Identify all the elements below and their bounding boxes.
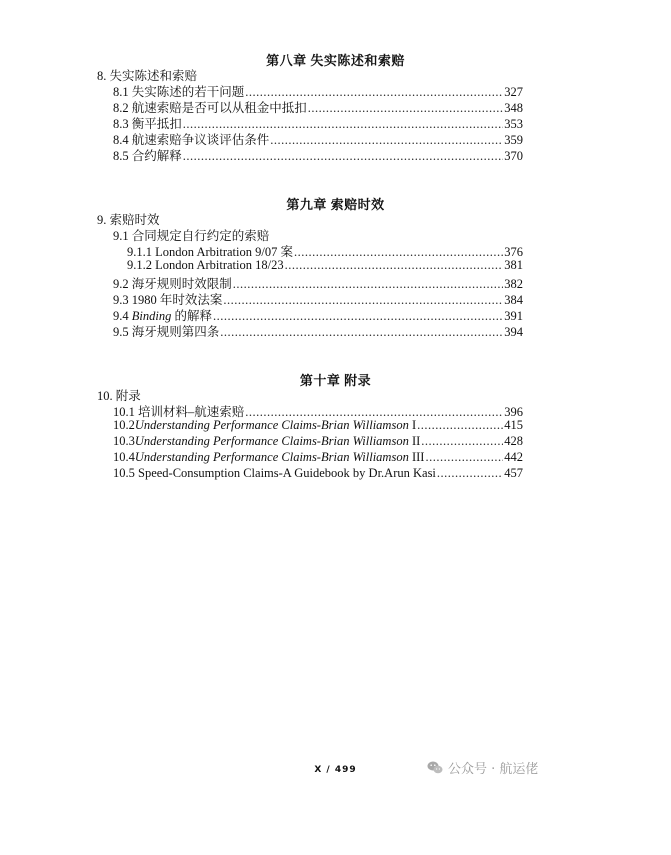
toc-entry-10-2[interactable] — [113, 418, 523, 433]
toc-entry-label — [113, 450, 424, 465]
toc-entry-label: 8.5 合约解释 — [113, 149, 182, 163]
chapter-10-heading: 10. 附录 — [97, 389, 141, 403]
leader-dots — [417, 418, 503, 433]
toc-page-number: 442 — [504, 450, 523, 464]
toc-entry-label: 10.5 Speed-Consumption Claims-A Guidebook by Dr.Arun Kasi — [113, 466, 436, 480]
toc-entry-suffix: II — [408, 434, 421, 448]
toc-entry-9-1-2[interactable] — [127, 258, 523, 273]
toc-entry-label: 8.1 失实陈述的若干问题 — [113, 85, 245, 99]
toc-entry-8-5[interactable] — [113, 146, 523, 164]
toc-entry-label: 9.2 海牙规则时效限制 — [113, 277, 232, 291]
toc-entry-number: 10.4 — [113, 450, 135, 464]
leader-dots — [220, 325, 503, 340]
chapter-8-heading: 8. 失实陈述和索赔 — [97, 69, 198, 83]
toc-page-number: 359 — [504, 133, 523, 147]
toc-page-number: 457 — [504, 466, 523, 480]
chapter-10-title: 第十章 附录 — [299, 373, 372, 388]
toc-entry-label: 9.1.2 London Arbitration 18/23 — [127, 258, 284, 272]
toc-entry-italic-title: Understanding Performance Claims-Brian Williamson — [134, 434, 409, 448]
toc-entry-label: 9.3 1980 年时效法案 — [113, 293, 223, 307]
toc-entry-label: 9.1 合同规定自行约定的索赔 — [113, 229, 270, 243]
toc-entry-label: 8.4 航速索赔争议谈评估条件 — [113, 133, 270, 147]
toc-page-number: 384 — [504, 293, 523, 307]
toc-entry-10-3[interactable] — [113, 434, 523, 449]
watermark — [427, 758, 538, 777]
toc-entry-italic-term: Binding — [131, 309, 172, 323]
toc-page-number: 382 — [504, 277, 523, 291]
toc-entry-label — [113, 418, 416, 433]
toc-entry-suffix: 的解释 — [171, 309, 212, 323]
toc-page-number: 376 — [504, 245, 523, 259]
toc-page-number: 396 — [504, 405, 523, 419]
leader-dots — [437, 466, 503, 481]
wechat-icon — [427, 761, 443, 774]
leader-dots — [183, 149, 503, 164]
toc-entry-number: 9.4 — [113, 309, 132, 323]
toc-entry-label: 8.3 衡平抵扣 — [113, 117, 182, 131]
toc-page-number: 353 — [504, 117, 523, 131]
toc-page-number: 370 — [504, 149, 523, 163]
toc-page-number: 428 — [504, 434, 523, 448]
toc-entry-suffix: III — [408, 450, 425, 464]
toc-entry-9-5[interactable] — [113, 322, 523, 340]
toc-entry-suffix: I — [408, 418, 417, 432]
toc-entry-label — [113, 434, 420, 449]
toc-entry-10-4[interactable] — [113, 450, 523, 465]
toc-entry-label: 9.1.1 London Arbitration 9/07 案 — [127, 245, 293, 259]
toc-page-number: 391 — [504, 309, 523, 323]
leader-dots — [285, 258, 504, 273]
toc-page-number: 415 — [504, 418, 523, 432]
toc-entry-label: 10.1 培训材料–航速索赔 — [113, 405, 245, 419]
toc-entry-number: 10.3 — [113, 434, 135, 448]
toc-entry-label: 8.2 航速索赔是否可以从租金中抵扣 — [113, 101, 307, 115]
toc-page-number: 348 — [504, 101, 523, 115]
chapter-8-title: 第八章 失实陈述和索赔 — [266, 53, 405, 68]
toc-page-number: 327 — [504, 85, 523, 99]
toc-entry-label: 9.5 海牙规则第四条 — [113, 325, 220, 339]
toc-entry-italic-title: Understanding Performance Claims-Brian Williamson — [134, 418, 409, 432]
chapter-9-heading: 9. 索赔时效 — [97, 213, 160, 227]
toc-page-number: 381 — [504, 258, 523, 272]
toc-page-number: 394 — [504, 325, 523, 339]
toc-entry-italic-title: Understanding Performance Claims-Brian Williamson — [134, 450, 409, 464]
toc-entry-10-5[interactable] — [113, 466, 523, 481]
chapter-9-title: 第九章 索赔时效 — [286, 197, 385, 212]
leader-dots — [425, 450, 503, 465]
toc-entry-number: 10.2 — [113, 418, 135, 432]
page-indicator: X / 499 — [314, 765, 357, 775]
watermark-text: 公众号 · 航运佬 — [448, 762, 539, 777]
leader-dots — [421, 434, 503, 449]
